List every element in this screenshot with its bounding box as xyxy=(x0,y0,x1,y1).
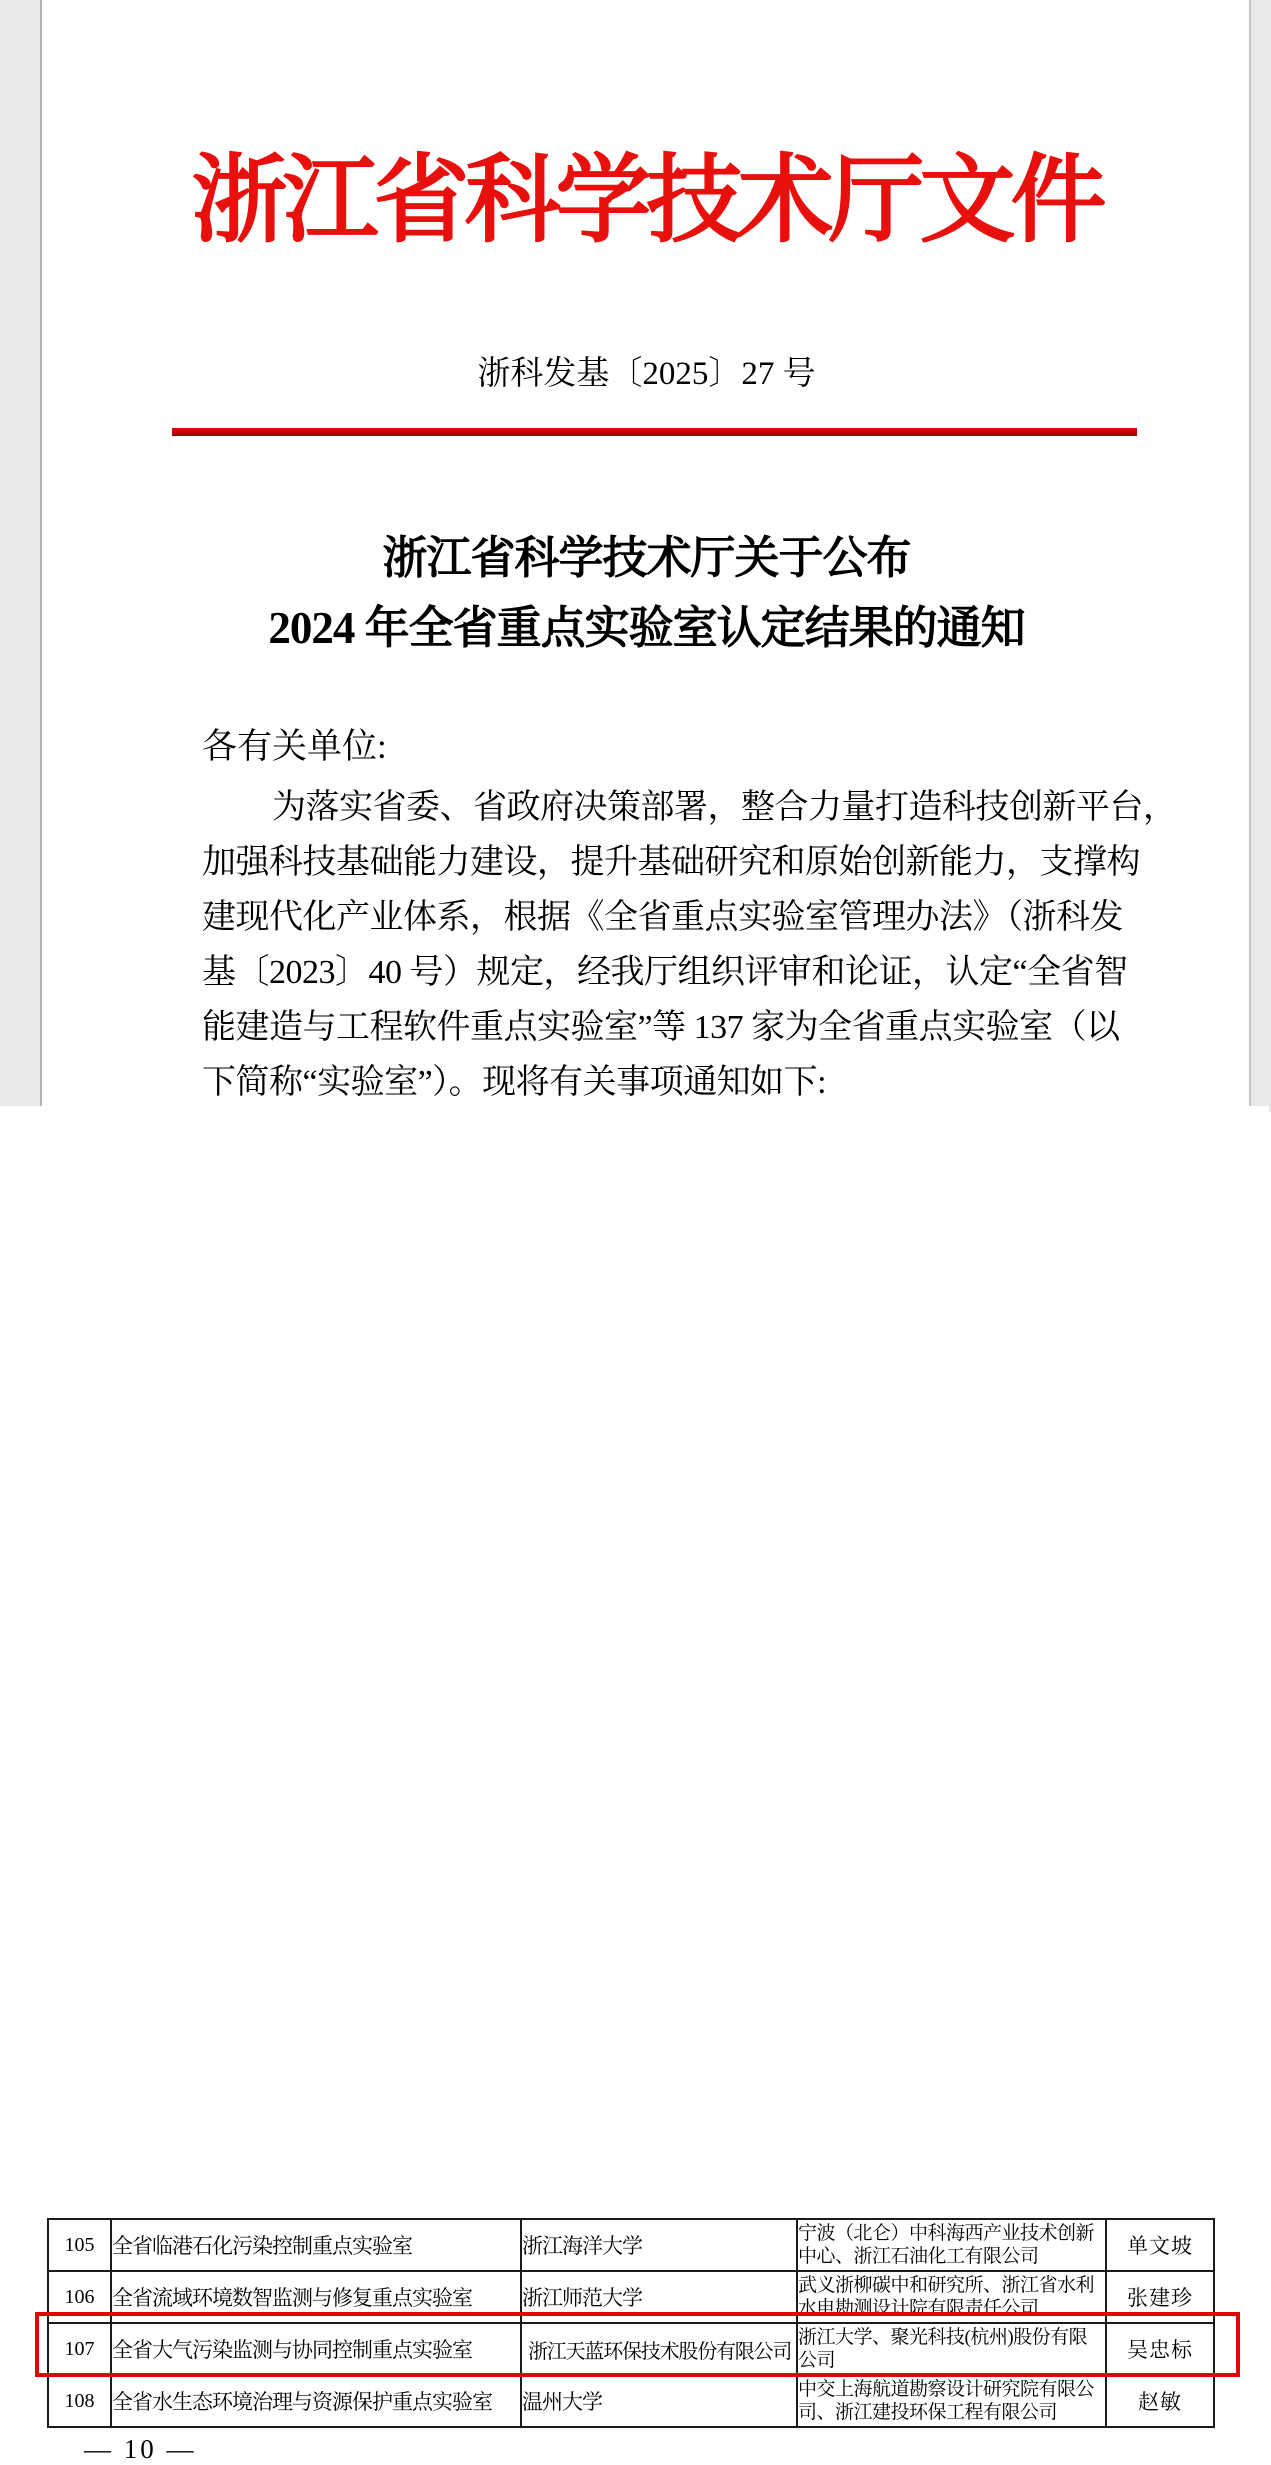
scan-gray-margin-right xyxy=(1249,0,1271,1112)
paragraph-line: 基〔2023〕40 号）规定，经我厅组织评审和论证，认定“全省智 xyxy=(202,954,1128,991)
scan-gray-margin-left xyxy=(0,0,42,1106)
letterhead-title: 浙江省科学技术厅文件 xyxy=(191,147,1102,254)
paragraph-line: 下简称“实验室”）。现将有关事项通知如下: xyxy=(202,1064,827,1101)
cell-host-org: 浙江海洋大学 xyxy=(521,2219,797,2271)
cell-partner-orgs: 武义浙柳碳中和研究所、浙江省水利水电勘测设计院有限责任公司 xyxy=(797,2271,1106,2323)
cell-director: 赵敏 xyxy=(1106,2375,1214,2427)
cell-partner-orgs: 浙江大学、聚光科技(杭州)股份有限公司 xyxy=(797,2323,1106,2375)
notice-title-line1: 浙江省科学技术厅关于公布 xyxy=(382,533,911,583)
cell-row-number: 108 xyxy=(48,2375,111,2427)
cell-host-org: 温州大学 xyxy=(521,2375,797,2427)
cell-partner-orgs: 中交上海航道勘察设计研究院有限公司、浙江建投环保工程有限公司 xyxy=(797,2375,1106,2427)
cell-row-number: 107 xyxy=(48,2323,111,2375)
cell-host-org: 浙江师范大学 xyxy=(521,2271,797,2323)
notice-body-paragraph xyxy=(202,780,1177,1110)
paragraph-line: 为落实省委、省政府决策部署，整合力量打造科技创新平台， xyxy=(272,789,1177,826)
paragraph-line: 能建造与工程软件重点实验室”等 137 家为全省重点实验室（以 xyxy=(202,1009,1120,1046)
cell-director: 张建珍 xyxy=(1106,2271,1214,2323)
row-107-red-highlight-box xyxy=(35,2312,1240,2377)
salutation: 各有关单位: xyxy=(202,727,387,766)
cell-lab-name: 全省水生态环境治理与资源保护重点实验室 xyxy=(111,2375,521,2427)
notice-title-line2: 2024 年全省重点实验室认定结果的通知 xyxy=(268,603,1025,653)
cell-partner-orgs: 宁波（北仑）中科海西产业技术创新中心、浙江石油化工有限公司 xyxy=(797,2219,1106,2271)
table-row-105 xyxy=(48,2219,1214,2271)
paragraph-line: 建现代化产业体系，根据《全省重点实验室管理办法》（浙科发 xyxy=(202,899,1123,936)
cell-row-number: 106 xyxy=(48,2271,111,2323)
cell-director: 吴忠标 xyxy=(1106,2323,1214,2375)
cell-lab-name: 全省流域环境数智监测与修复重点实验室 xyxy=(111,2271,521,2323)
cell-host-org: 浙江天蓝环保技术股份有限公司 xyxy=(521,2323,797,2375)
table-row-108 xyxy=(48,2375,1214,2427)
cell-director: 单文坡 xyxy=(1106,2219,1214,2271)
page-number: — 10 — xyxy=(84,2434,197,2464)
letterhead-divider-rule xyxy=(172,428,1137,436)
cell-lab-name: 全省临港石化污染控制重点实验室 xyxy=(111,2219,521,2271)
labs-table-strip xyxy=(0,1106,1269,2464)
cell-row-number: 105 xyxy=(48,2219,111,2271)
cell-lab-name: 全省大气污染监测与协同控制重点实验室 xyxy=(111,2323,521,2375)
document-number: 浙科发基〔2025〕27 号 xyxy=(477,356,816,392)
paragraph-line: 加强科技基础能力建设，提升基础研究和原始创新能力，支撑构 xyxy=(202,844,1140,881)
